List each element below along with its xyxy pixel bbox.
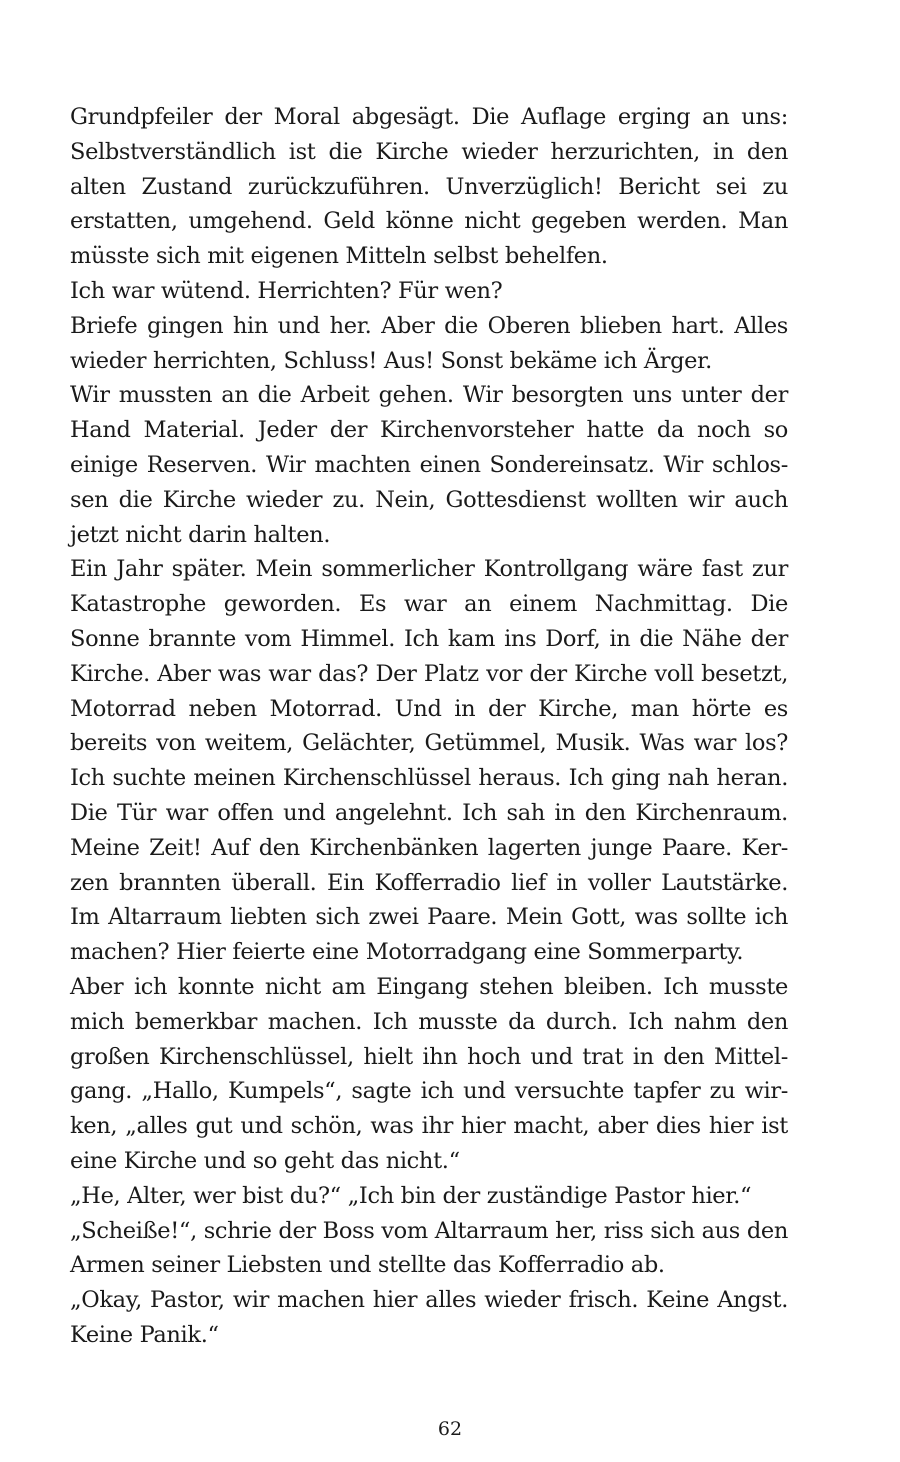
text-line: Die Tür war offen und angelehnt. Ich sah in den Kirchenraum. — [70, 799, 788, 826]
text-line: Ich war wütend. Herrichten? Für wen? — [70, 277, 503, 304]
text-line: Ich suchte meinen Kirchenschlüssel heraus. Ich ging nah heran. — [70, 765, 788, 792]
text-line: machen? Hier feierte eine Motorradgang eine Sommerparty. — [70, 939, 744, 966]
text-line: Wir mussten an die Arbeit gehen. Wir besorgten uns unter der — [70, 382, 788, 409]
text-line: ken, „alles gut und schön, was ihr hier macht, aber dies hier ist — [70, 1113, 788, 1140]
text-line: „He, Alter, wer bist du?“ „Ich bin der zuständige Pastor hier.“ — [70, 1182, 752, 1209]
text-line: Aber ich konnte nicht am Eingang stehen bleiben. Ich musste — [70, 973, 788, 1000]
text-line: sen die Kirche wieder zu. Nein, Gottesdienst wollten wir auch — [70, 486, 788, 513]
text-line: Ein Jahr später. Mein sommerlicher Kontrollgang wäre fast zur — [70, 556, 788, 583]
text-line: einige Reserven. Wir machten einen Sondereinsatz. Wir schlos- — [70, 451, 788, 478]
text-line: wieder herrichten, Schluss! Aus! Sonst bekäme ich Ärger. — [70, 347, 712, 374]
text-line: Katastrophe geworden. Es war an einem Nachmittag. Die — [70, 591, 788, 618]
text-line: großen Kirchenschlüssel, hielt ihn hoch und trat in den Mittel- — [70, 1043, 788, 1070]
page-number: 62 — [437, 1418, 463, 1440]
text-line: eine Kirche und so geht das nicht.“ — [70, 1147, 460, 1174]
text-line: jetzt nicht darin halten. — [70, 521, 331, 548]
text-line: alten Zustand zurückzuführen. Unverzüglich! Bericht sei zu — [70, 173, 788, 200]
text-line: Kirche. Aber was war das? Der Platz vor der Kirche voll besetzt, — [70, 660, 788, 687]
text-line: Sonne brannte vom Himmel. Ich kam ins Dorf, in die Nähe der — [70, 625, 788, 652]
text-line: „Scheiße!“, schrie der Boss vom Altarraum her, riss sich aus den — [70, 1217, 788, 1244]
text-line: Grundpfeiler der Moral abgesägt. Die Auflage erging an uns: — [70, 104, 788, 130]
text-line: Selbstverständlich ist die Kirche wieder herzurichten, in den — [70, 138, 788, 165]
text-line: Briefe gingen hin und her. Aber die Oberen blieben hart. Alles — [70, 312, 788, 339]
text-line: Motorrad neben Motorrad. Und in der Kirche, man hörte es — [70, 695, 788, 722]
text-line: Im Altarraum liebten sich zwei Paare. Mein Gott, was sollte ich — [70, 904, 788, 931]
text-line: Meine Zeit! Auf den Kirchenbänken lagerten junge Paare. Ker- — [70, 834, 788, 861]
text-line: gang. „Hallo, Kumpels“, sagte ich und versuchte tapfer zu wir- — [70, 1078, 788, 1105]
text-line: zen brannten überall. Ein Kofferradio lief in voller Lautstärke. — [70, 869, 788, 896]
text-line: müsste sich mit eigenen Mitteln selbst behelfen. — [70, 243, 608, 270]
text-line: mich bemerkbar machen. Ich musste da durch. Ich nahm den — [70, 1008, 788, 1035]
body-text — [70, 100, 788, 1353]
text-line: Hand Material. Jeder der Kirchenvorsteher hatte da noch so — [70, 417, 788, 444]
text-line: Keine Panik.“ — [70, 1321, 219, 1348]
text-line: erstatten, umgehend. Geld könne nicht gegeben werden. Man — [70, 208, 788, 235]
text-line: bereits von weitem, Gelächter, Getümmel, Musik. Was war los? — [70, 730, 788, 757]
text-line: Armen seiner Liebsten und stellte das Kofferradio ab. — [70, 1252, 665, 1279]
text-line: „Okay, Pastor, wir machen hier alles wieder frisch. Keine Angst. — [70, 1287, 788, 1314]
